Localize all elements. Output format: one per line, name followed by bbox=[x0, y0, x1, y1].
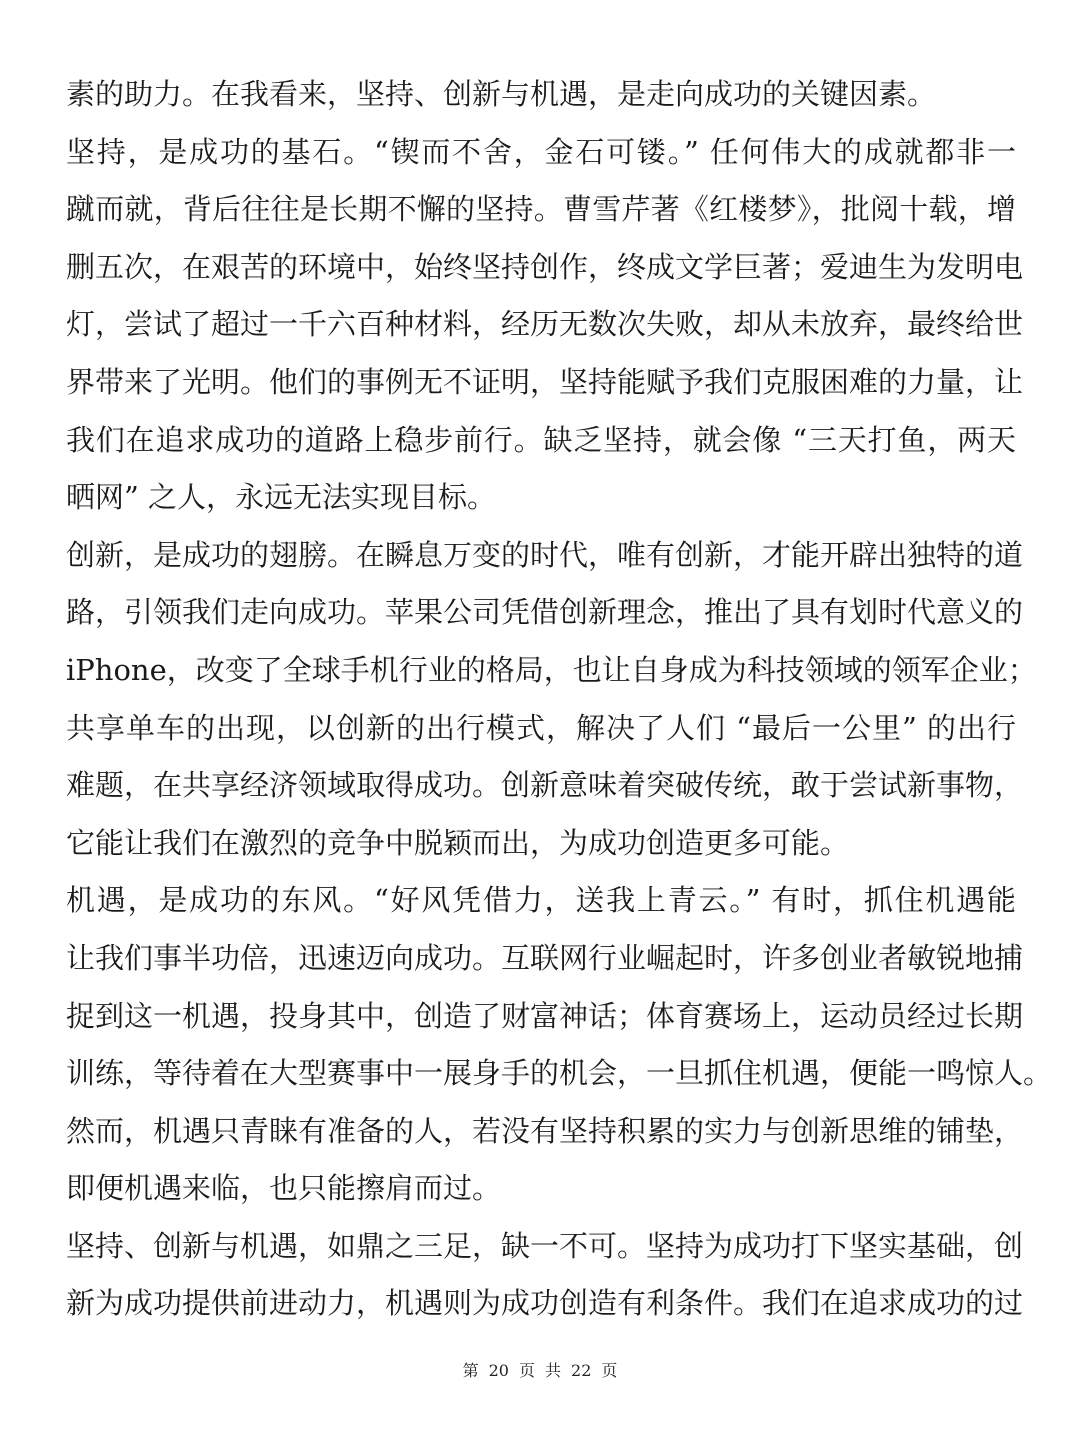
text-line: 界带来了光明。他们的事例无不证明，坚持能赋予我们克服困难的力量，让 bbox=[66, 364, 1024, 399]
text-line: 捉到这一机遇，投身其中，创造了财富神话；体育赛场上，运动员经过长期 bbox=[66, 998, 1024, 1033]
footer-page-word: 页 bbox=[518, 1361, 535, 1380]
text-line: 晒网” 之人，永远无法实现目标。 bbox=[66, 480, 497, 515]
text-line: 创新，是成功的翅膀。在瞬息万变的时代，唯有创新，才能开辟出独特的道 bbox=[66, 537, 1024, 572]
text-line: 我们在追求成功的道路上稳步前行。缺乏坚持，就会像 “三天打鱼，两天 bbox=[66, 422, 1016, 457]
text-line: 路，引领我们走向成功。苹果公司凭借创新理念，推出了具有划时代意义的 bbox=[66, 595, 1024, 630]
text-line: 蹴而就，背后往往是长期不懈的坚持。曹雪芹著《红楼梦》，批阅十载，增 bbox=[66, 192, 1016, 227]
text-line: 新为成功提供前进动力，机遇则为成功创造有利条件。我们在追求成功的过 bbox=[66, 1286, 1024, 1321]
footer-total-word: 共 bbox=[545, 1361, 562, 1380]
text-line: 训练，等待着在大型赛事中一展身手的机会，一旦抓住机遇，便能一鸣惊人。 bbox=[66, 1056, 1053, 1091]
text-line: 让我们事半功倍，迅速迈向成功。互联网行业崛起时，许多创业者敏锐地捕 bbox=[66, 940, 1024, 975]
text-line: 坚持、创新与机遇，如鼎之三足，缺一不可。坚持为成功打下坚实基础，创 bbox=[66, 1228, 1024, 1263]
text-line: 即便机遇来临，也只能擦肩而过。 bbox=[66, 1171, 502, 1206]
text-line: 素的助力。在我看来，坚持、创新与机遇，是走向成功的关键因素。 bbox=[66, 77, 937, 111]
footer-prefix: 第 bbox=[462, 1361, 479, 1380]
text-line: 共享单车的出现，以创新的出行模式，解决了人们 “最后一公里” 的出行 bbox=[66, 710, 1016, 745]
text-line: iPhone，改变了全球手机行业的格局，也让自身成为科技领域的领军企业； bbox=[66, 652, 1037, 687]
total-page-number: 22 bbox=[571, 1361, 592, 1380]
text-line: 灯，尝试了超过一千六百种材料，经历无数次失败，却从未放弃，最终给世 bbox=[66, 307, 1024, 342]
text-line: 机遇，是成功的东风。“好风凭借力，送我上青云。” 有时，抓住机遇能 bbox=[66, 883, 1016, 918]
text-line: 它能让我们在激烈的竞争中脱颖而出，为成功创造更多可能。 bbox=[66, 825, 850, 860]
footer-suffix: 页 bbox=[601, 1361, 618, 1380]
body-text bbox=[66, 66, 1053, 1333]
text-line: 难题，在共享经济领域取得成功。创新意味着突破传统，敢于尝试新事物， bbox=[66, 768, 1024, 803]
page-footer bbox=[0, 1358, 1080, 1381]
current-page-number: 20 bbox=[488, 1361, 509, 1380]
text-line: 坚持，是成功的基石。“锲而不舍，金石可镂。” 任何伟大的成就都非一 bbox=[66, 134, 1016, 169]
text-line: 然而，机遇只青睐有准备的人，若没有坚持积累的实力与创新思维的铺垫， bbox=[66, 1113, 1024, 1148]
text-line: 删五次，在艰苦的环境中，始终坚持创作，终成文学巨著；爱迪生为发明电 bbox=[66, 249, 1024, 284]
